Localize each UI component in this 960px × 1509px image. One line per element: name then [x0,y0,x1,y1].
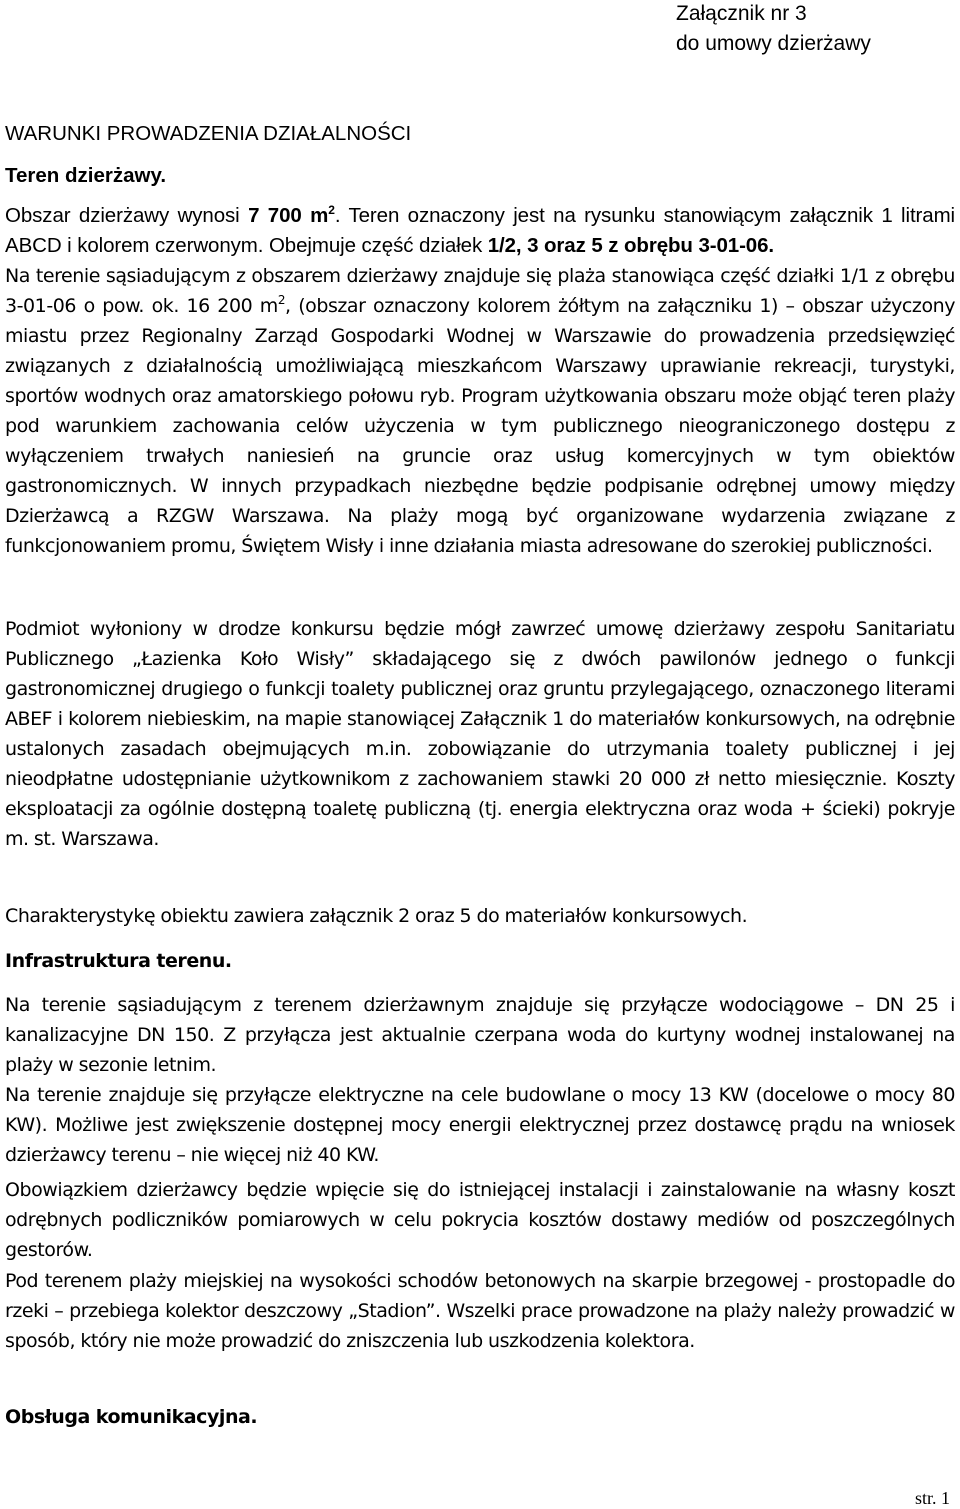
paragraph-object-characteristics: Charakterystykę obiektu zawiera załącznik 2 oraz 5 do materiałów konkursowych. [5,905,748,927]
paragraph-water-sewage: Na terenie sąsiadującym z terenem dzierżawnym znajduje się przyłącze wodociągowe – DN 25 i kanalizacyjne DN 150. Z przyłącza jest aktualnie czerpana woda do kurtyny wodnej instalowanej na plaży w sezonie letnim. [5,994,955,1076]
paragraph-electricity: Na terenie znajduje się przyłącze elektryczne na cele budowlane o mocy 13 KW (docelowe o mocy 80 KW). Możliwe jest zwiększenie dostępnej mocy energii elektrycznej przez dostawcę prądu na wniosek dzierżawcy terenu – nie więcej niż 40 KW. [5,1084,955,1166]
page-number: str. 1 [914,1488,950,1508]
paragraph-sanitary-facility: Podmiot wyłoniony w drodze konkursu będzie mógł zawrzeć umowę dzierżawy zespołu Sanitariatu Publicznego „Łazienka Koło Wisły” składającego się z dwóch pawilonów jednego o funkcji gastronomicznej drugiego o funkcji toalety publicznej oraz gruntu przylegającego, oznaczonego literami ABEF i kolorem niebieskim, na mapie stanowiącej Załącznik 1 do materiałów konkursowych, na odrębnie ustalonych zasadach obejmujących m.in. zobowiązanie do utrzymania toalety publicznej i jej nieodpłatne udostępnianie użytkownikom z zachowaniem stawki 20 000 zł netto miesięcznie. Koszty eksploatacji za ogólnie dostępną toaletę publiczną (tj. energia elektryczna oraz woda + ścieki) pokryje m. st. Warszawa. [5,618,955,850]
paragraph-lease-size-text-b: . Teren oznaczony jest na rysunku stanowiącym załącznik 1 litrami ABCD i kolorem czerwonym. Obejmuje część działek [5,204,956,257]
paragraph-storm-collector: Pod terenem plaży miejskiej na wysokości schodów betonowych na skarpie brzegowej - prostopadle do rzeki – przebiega kolektor deszczowy „Stadion”. Wszelki prace prowadzone na plaży należy prowadzić w sposób, który nie może prowadzić do zniszczenia lub uszkodzenia kolektora. [5,1270,955,1352]
paragraph-lease-size-text-a: Obszar dzierżawy wynosi [5,204,249,227]
paragraph-metering: Obowiązkiem dzierżawcy będzie wpięcie się do istniejącej instalacji i zainstalowanie na własny koszt odrębnych podliczników pomiarowych w celu pokrycia kosztów dostawy mediów od poszczególnych gestorów. [5,1179,955,1261]
lease-area-unit-exponent: 2 [328,203,335,217]
section-heading-lease-area: Teren dzierżawy. [5,164,167,187]
lease-area-value: 7 700 m [248,204,329,227]
paragraph-beach-text-a: Na terenie sąsiadującym z obszarem dzierżawy znajduje się plaża stanowiąca część działki 1/1 z obrębu 3-01-06 o pow. ok. 16 200 m [5,265,955,317]
section-lease-area [5,119,955,206]
paragraph-beach-text-b: , (obszar oznaczony kolorem żółtym na załączniku 1) – obszar użyczony miastu przez Regionalny Zarząd Gospodarki Wodnej w Warszawie do prowadzenia przedsięwzięć związanych z działalnością umożliwiającą mieszkańcom Warszawy uprawianie rekreacji, turystyki, sportów wodnych oraz amatorskiego połowu ryb. Program użytkowania obszaru może objąć teren plaży pod warunkiem zachowania celów użyczenia w tym publicznego nieograniczonego dostępu z wyłączeniem trwałych naniesień na gruncie oraz usług komercyjnych w tym obiektów gastronomicznych. W innych przypadkach niezbędne będzie podpisanie odrębnej umowy między Dzierżawcą a RZGW Warszawa. Na plaży mogą być organizowane wydarzenia związane z funkcjonowaniem promu, Świętem Wisły i inne działania miasta adresowane do szerokiej publiczności. [5,295,956,557]
beach-area-unit-exponent: 2 [277,293,286,307]
document-title: WARUNKI PROWADZENIA DZIAŁALNOŚCI [5,122,412,145]
annex-reference: do umowy dzierżawy [676,32,871,55]
section-heading-infrastructure: Infrastruktura terenu. [5,950,232,972]
section-heading-transport: Obsługa komunikacyjna. [5,1406,258,1428]
lease-plots-value: 1/2, 3 oraz 5 z obrębu 3-01-06. [487,234,774,257]
annex-number: Załącznik nr 3 [676,2,807,25]
paragraph-beach [5,261,955,561]
paragraph-lease-size [5,201,955,261]
document-page [5,0,955,1509]
